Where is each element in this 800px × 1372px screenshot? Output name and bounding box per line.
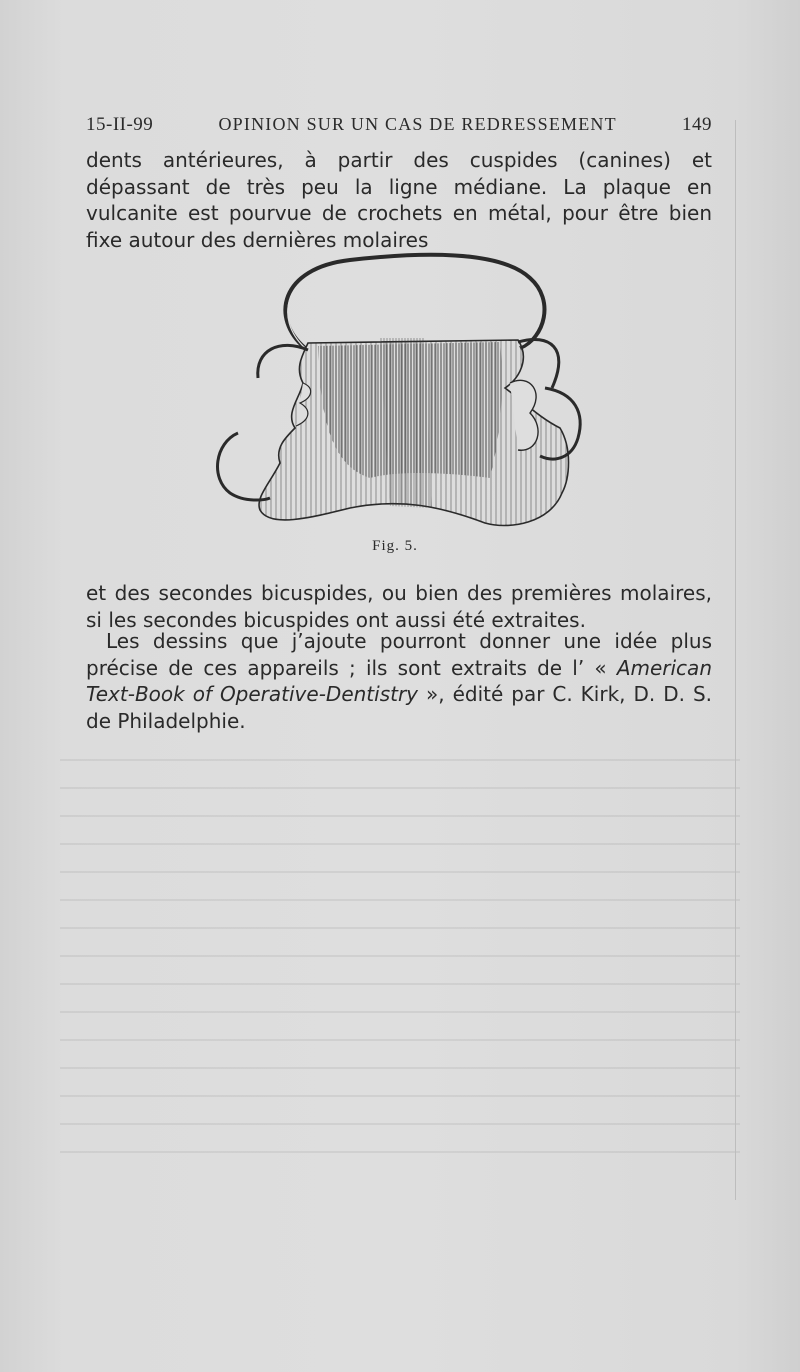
paragraph-3-end: », édité par C. Kirk, D. D. S. de Philadelphie.: [86, 682, 712, 733]
paragraph-3-start: Les dessins que j’ajoute pourront donner une idée plus précise de ces appareils ; ils sont extraits de l’ «: [86, 629, 712, 680]
paragraph-3: [86, 628, 712, 734]
header-title: OPINION SUR UN CAS DE REDRESSEMENT: [218, 114, 617, 134]
book-title: American Text-Book of Operative-Dentistry: [86, 655, 712, 706]
running-header: [86, 114, 712, 136]
paragraph-2: et des secondes bicuspides, ou bien des premières molaires, si les secondes bicuspides ont aussi été extraites.: [86, 581, 712, 632]
figure-caption: [0, 538, 800, 555]
header-date: 15-II-99: [86, 114, 154, 135]
page-number: 149: [682, 114, 712, 135]
figure-caption-text: Fig. 5.: [372, 538, 418, 554]
page-edge-line: [735, 120, 736, 1200]
bleed-through-texture: [60, 745, 740, 1165]
dental-plate-illustration: [200, 238, 600, 538]
left-lower-clasp: [218, 433, 270, 500]
paragraph-1: dents antérieures, à partir des cuspides (canines) et dépassant de très peu la ligne médiane. La plaque en vulcanite est pourvue de crochets en métal, pour être bien fixe autour des dernières molaires: [86, 148, 712, 252]
